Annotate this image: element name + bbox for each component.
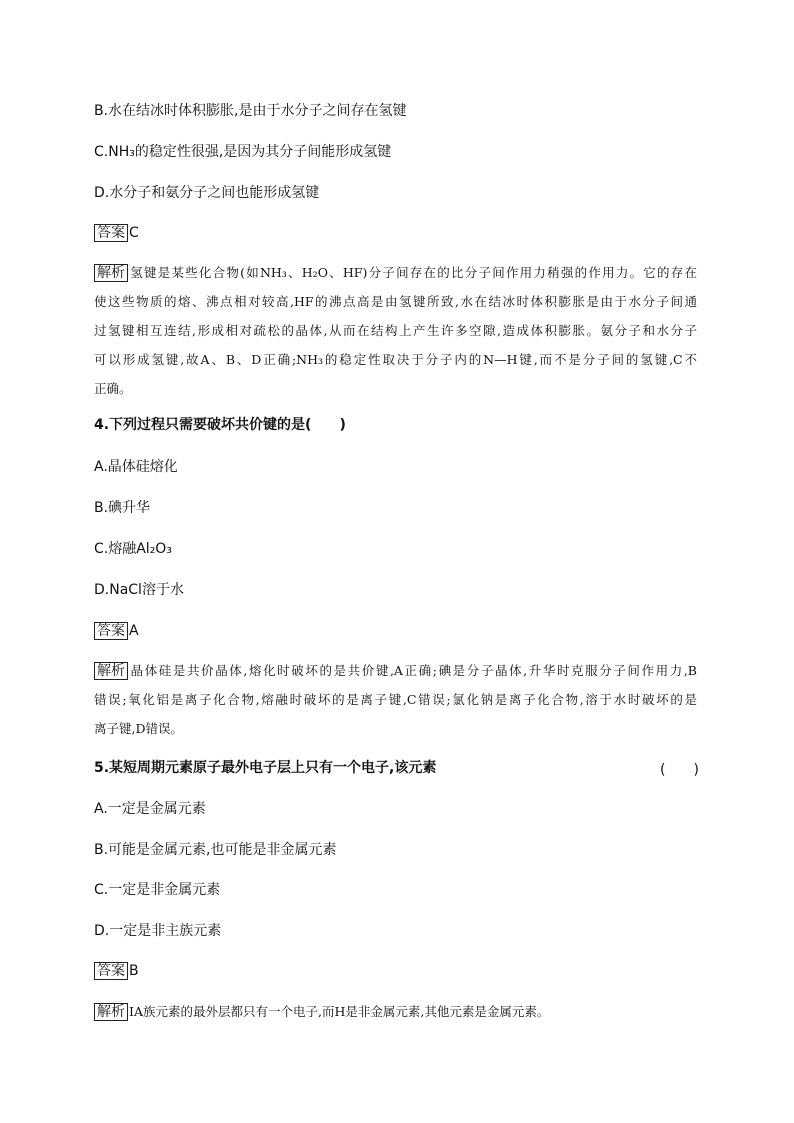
q3-explanation bbox=[94, 258, 697, 403]
answer-value: A bbox=[129, 623, 139, 639]
q5-option-b: B.可能是金属元素,也可能是非金属元素 bbox=[94, 842, 337, 858]
explain-line: 正确。 bbox=[94, 381, 132, 396]
answer-tag: 答案 bbox=[94, 622, 128, 640]
explain-line: 氢键是某些化合物(如NH₃、H₂O、HF)分子间存在的比分子间作用力稍强的作用力。它的存在 bbox=[129, 265, 697, 280]
q5-option-d: D.一定是非主族元素 bbox=[94, 923, 222, 939]
q3-option-d: D.水分子和氨分子之间也能形成氢键 bbox=[94, 185, 320, 201]
explain-line: 错误;氧化铝是离子化合物,熔融时破坏的是离子键,C错误;氯化钠是离子化合物,溶于水时破坏的是 bbox=[94, 692, 697, 707]
q5-option-a: A.一定是金属元素 bbox=[94, 801, 206, 817]
explain-line: 晶体硅是共价晶体,熔化时破坏的是共价键,A正确;碘是分子晶体,升华时克服分子间作用力,B bbox=[129, 663, 697, 678]
q4-answer bbox=[94, 622, 139, 640]
answer-value: B bbox=[129, 963, 139, 979]
q4-explanation bbox=[94, 656, 697, 743]
q5-answer bbox=[94, 962, 139, 980]
explain-line: 过氢键相互连结,形成相对疏松的晶体,从而在结构上产生许多空隙,造成体积膨胀。氨分子和水分子 bbox=[94, 323, 697, 338]
q4-option-c: C.熔融Al₂O₃ bbox=[94, 541, 172, 557]
answer-tag: 答案 bbox=[94, 224, 128, 242]
answer-tag: 答案 bbox=[94, 962, 128, 980]
q5-stem: 5.某短周期元素原子最外电子层上只有一个电子,该元素 bbox=[94, 760, 437, 776]
explain-line: 使这些物质的熔、沸点相对较高,HF的沸点高是由氢键所致,水在结冰时体积膨胀是由于水分子间通 bbox=[94, 294, 697, 309]
explain-line: 可以形成氢键,故A、B、D正确;NH₃的稳定性取决于分子内的N—H键,而不是分子间的氢键,C不 bbox=[94, 352, 697, 367]
q4-option-b: B.碘升华 bbox=[94, 500, 151, 516]
q5-answer-blank: ( ) bbox=[660, 762, 699, 778]
explain-tag: 解析 bbox=[94, 662, 128, 680]
q3-option-b: B.水在结冰时体积膨胀,是由于水分子之间存在氢键 bbox=[94, 103, 407, 119]
explain-line: ⅠA族元素的最外层都只有一个电子,而H是非金属元素,其他元素是金属元素。 bbox=[129, 1004, 550, 1019]
q4-stem: 4.下列过程只需要破坏共价键的是( ) bbox=[94, 417, 346, 433]
q4-option-d: D.NaCl溶于水 bbox=[94, 582, 184, 598]
q5-option-c: C.一定是非金属元素 bbox=[94, 882, 221, 898]
explain-tag: 解析 bbox=[94, 264, 128, 282]
q3-answer bbox=[94, 224, 139, 242]
q3-option-c: C.NH₃的稳定性很强,是因为其分子间能形成氢键 bbox=[94, 144, 392, 160]
answer-value: C bbox=[129, 225, 139, 241]
q4-option-a: A.晶体硅熔化 bbox=[94, 459, 178, 475]
explain-tag: 解析 bbox=[94, 1003, 128, 1021]
explain-line: 离子键,D错误。 bbox=[94, 721, 183, 736]
q5-explanation bbox=[94, 997, 697, 1026]
